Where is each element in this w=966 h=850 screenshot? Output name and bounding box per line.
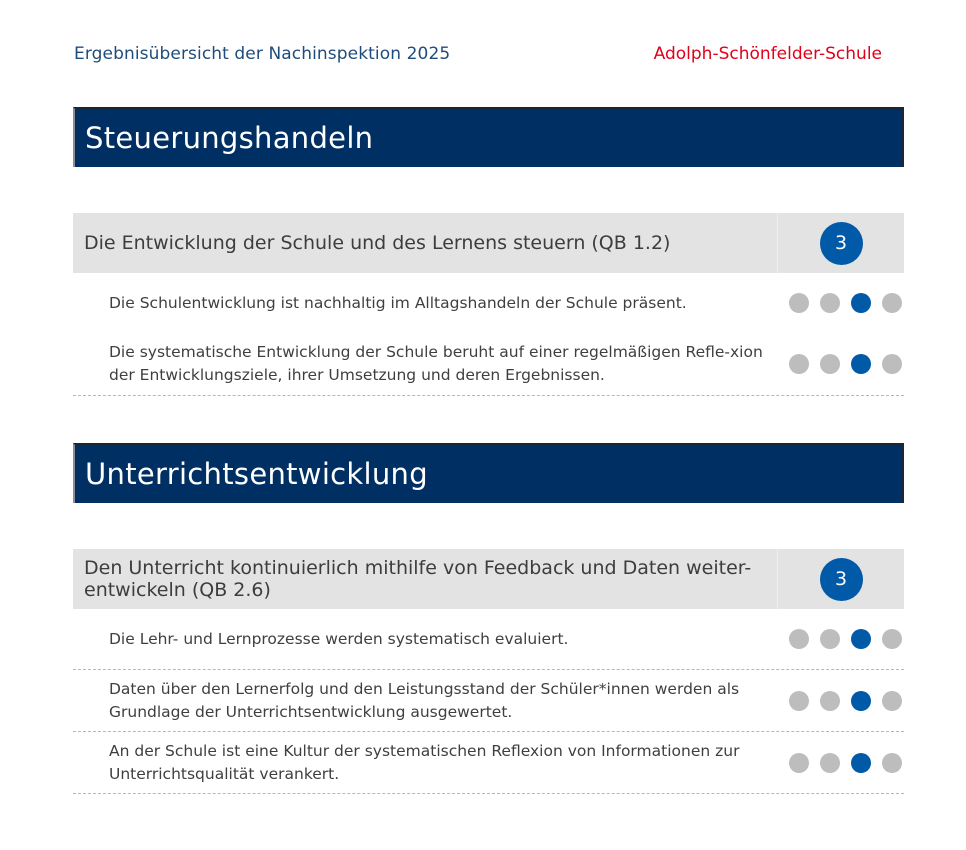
rating-dot <box>882 293 902 313</box>
rating-dot <box>882 691 902 711</box>
section-title: Unterrichtsentwicklung <box>85 457 428 491</box>
rating-dot <box>789 354 809 374</box>
criterion-row <box>73 670 904 732</box>
score-badge: 3 <box>820 222 863 265</box>
rating-dot <box>789 629 809 649</box>
criterion-row <box>73 609 904 670</box>
rating-dot <box>789 753 809 773</box>
section-steuerungshandeln <box>73 107 904 396</box>
rating-dot <box>820 753 840 773</box>
criterion-row <box>73 273 904 333</box>
criterion-text: Die Lehr- und Lernprozesse werden systematisch evaluiert. <box>109 629 569 648</box>
quality-area-score-cell <box>778 213 904 273</box>
rating-dots <box>778 753 904 773</box>
quality-area-row <box>73 549 904 609</box>
rating-dot-selected <box>851 691 871 711</box>
quality-area-score-cell <box>778 549 904 609</box>
document-title: Ergebnisübersicht der Nachinspektion 2025 <box>74 44 451 64</box>
rating-dots <box>778 629 904 649</box>
rating-dot <box>820 691 840 711</box>
school-name: Adolph-Schönfelder-Schule <box>653 44 882 64</box>
section-banner <box>73 107 904 167</box>
section-unterrichtsentwicklung <box>73 443 904 794</box>
rating-dot <box>882 753 902 773</box>
rating-dot <box>789 293 809 313</box>
rating-dot <box>820 354 840 374</box>
score-badge: 3 <box>820 558 863 601</box>
rating-dot <box>820 293 840 313</box>
rating-dot-selected <box>851 354 871 374</box>
quality-area-row <box>73 213 904 273</box>
criterion-row <box>73 732 904 794</box>
quality-area-title: Die Entwicklung der Schule und des Lernens steuern (QB 1.2) <box>73 213 778 273</box>
rating-dot <box>882 354 902 374</box>
criterion-text: Die systematische Entwicklung der Schule beruht auf einer regelmäßigen Refle-xion der Entwicklungsziele, ihrer Umsetzung und deren Ergebnissen. <box>109 343 763 384</box>
criterion-text: Die Schulentwicklung ist nachhaltig im Alltagshandeln der Schule präsent. <box>109 293 687 312</box>
rating-dot <box>882 629 902 649</box>
section-banner <box>73 443 904 503</box>
criterion-row <box>73 333 904 396</box>
rating-dots <box>778 293 904 313</box>
rating-dots <box>778 354 904 374</box>
rating-dot-selected <box>851 293 871 313</box>
rating-dot-selected <box>851 753 871 773</box>
section-title: Steuerungshandeln <box>85 121 374 155</box>
quality-area-title: Den Unterricht kontinuierlich mithilfe von Feedback und Daten weiter-entwickeln (QB 2.6) <box>73 549 778 609</box>
page-header <box>74 44 882 68</box>
criterion-text: An der Schule ist eine Kultur der systematischen Reflexion von Informationen zur Unterrichtsqualität verankert. <box>109 741 740 783</box>
rating-dot-selected <box>851 629 871 649</box>
criterion-text: Daten über den Lernerfolg und den Leistungsstand der Schüler*innen werden als Grundlage der Unterrichtsentwicklung ausgewertet. <box>109 679 740 721</box>
rating-dot <box>820 629 840 649</box>
rating-dot <box>789 691 809 711</box>
rating-dots <box>778 691 904 711</box>
